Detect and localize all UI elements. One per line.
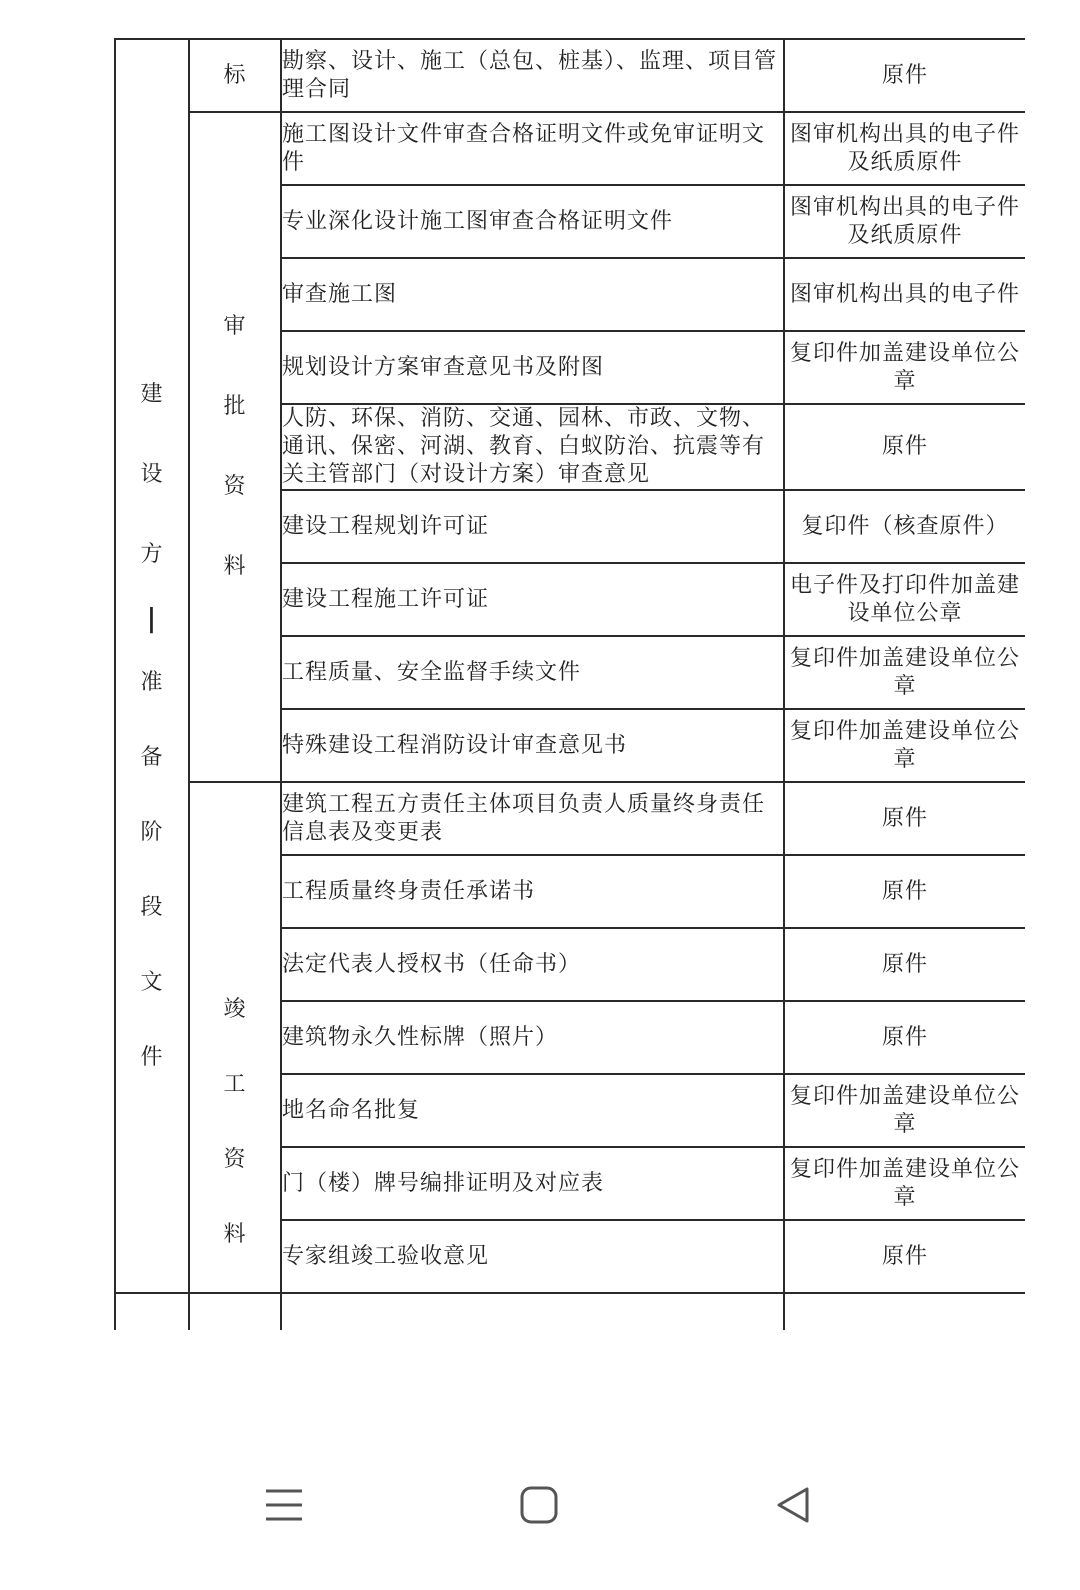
item-text: 建设工程施工许可证: [281, 563, 784, 636]
stage-label-char: 设: [140, 461, 164, 487]
item-text: 工程质量终身责任承诺书: [281, 855, 784, 928]
item-text: 地名命名批复: [281, 1074, 784, 1147]
cutoff-cell: [281, 1293, 784, 1330]
group-char: 资: [223, 1147, 247, 1172]
group-char: 审: [223, 314, 247, 339]
form-text: 复印件（核查原件）: [784, 490, 1025, 563]
form-text: 原件: [784, 782, 1025, 855]
group-char: 工: [223, 1072, 247, 1097]
stage-label-cell: [115, 39, 189, 1293]
item-text: 专家组竣工验收意见: [281, 1220, 784, 1293]
item-text: 建设工程规划许可证: [281, 490, 784, 563]
cutoff-cell: [784, 1293, 1025, 1330]
item-text: 人防、环保、消防、交通、园林、市政、文物、通讯、保密、河湖、教育、白蚁防治、抗震等有关主管部门（对设计方案）审查意见: [281, 404, 784, 490]
form-text: 原件: [784, 404, 1025, 490]
item-text: 特殊建设工程消防设计审查意见书: [281, 709, 784, 782]
item-text: 建筑物永久性标牌（照片）: [281, 1001, 784, 1074]
stage-label-char: 备: [140, 744, 164, 770]
stage-label-char: 方: [140, 541, 164, 567]
form-text: 复印件加盖建设单位公章: [784, 636, 1025, 709]
form-text: 电子件及打印件加盖建设单位公章: [784, 563, 1025, 636]
item-text: 规划设计方案审查意见书及附图: [281, 331, 784, 404]
form-text: 原件: [784, 1001, 1025, 1074]
item-text: 专业深化设计施工图审查合格证明文件: [281, 185, 784, 258]
form-text: 图审机构出具的电子件及纸质原件: [784, 185, 1025, 258]
document-table: [114, 38, 1025, 1330]
form-text: 复印件加盖建设单位公章: [784, 331, 1025, 404]
stage-label-char: 阶: [140, 819, 164, 845]
table-row: [115, 782, 1025, 855]
group-label-approval: [189, 112, 281, 782]
item-text: 法定代表人授权书（任命书）: [281, 928, 784, 1001]
system-navigation-bar: [0, 1440, 1080, 1590]
item-text: 门（楼）牌号编排证明及对应表: [281, 1147, 784, 1220]
group-label-bidding: 标: [189, 39, 281, 112]
form-text: 复印件加盖建设单位公章: [784, 1074, 1025, 1147]
form-text: 原件: [784, 928, 1025, 1001]
back-triangle-icon: [773, 1485, 813, 1525]
stage-label-char: 建: [140, 381, 164, 407]
form-text: 复印件加盖建设单位公章: [784, 1147, 1025, 1220]
form-text: 原件: [784, 855, 1025, 928]
form-text: 图审机构出具的电子件及纸质原件: [784, 112, 1025, 185]
item-text: 勘察、设计、施工（总包、桩基）、监理、项目管理合同: [281, 39, 784, 112]
stage-label-char: 件: [140, 1044, 164, 1070]
table-container: [114, 38, 1025, 1330]
item-text: 建筑工程五方责任主体项目负责人质量终身责任信息表及变更表: [281, 782, 784, 855]
group-char: 料: [223, 1222, 247, 1247]
group-char: 料: [223, 554, 247, 579]
menu-icon: [264, 1485, 304, 1525]
group-char: 竣: [223, 997, 247, 1022]
cutoff-cell: [189, 1293, 281, 1330]
group-char: 批: [223, 394, 247, 419]
stage-label-char: |: [146, 603, 158, 634]
table-row: [115, 112, 1025, 185]
table-row: [115, 39, 1025, 112]
item-text: 审查施工图: [281, 258, 784, 331]
home-square-icon: [519, 1485, 559, 1525]
group-label-completion: [189, 782, 281, 1293]
form-text: 原件: [784, 39, 1025, 112]
table-row-cutoff: [115, 1293, 1025, 1330]
stage-label-char: 文: [140, 969, 164, 995]
back-button[interactable]: [753, 1480, 833, 1530]
form-text: 原件: [784, 1220, 1025, 1293]
menu-button[interactable]: [244, 1480, 324, 1530]
item-text: 施工图设计文件审查合格证明文件或免审证明文件: [281, 112, 784, 185]
stage-label-char: 准: [140, 669, 164, 695]
stage-label-char: 段: [140, 894, 164, 920]
cutoff-cell: [115, 1293, 189, 1330]
group-char: 资: [223, 474, 247, 499]
home-button[interactable]: [499, 1480, 579, 1530]
form-text: 图审机构出具的电子件: [784, 258, 1025, 331]
form-text: 复印件加盖建设单位公章: [784, 709, 1025, 782]
item-text: 工程质量、安全监督手续文件: [281, 636, 784, 709]
